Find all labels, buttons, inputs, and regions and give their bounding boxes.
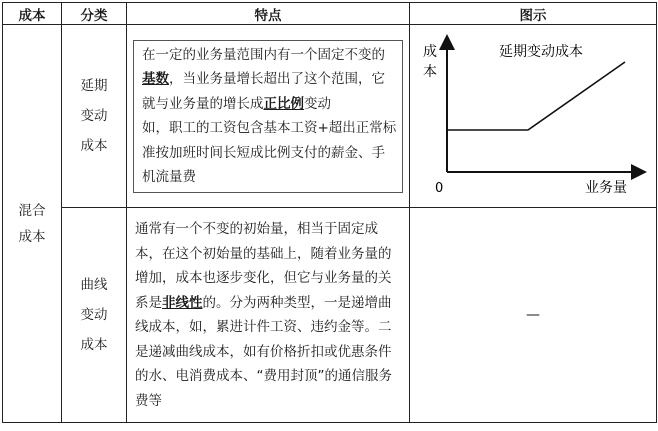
delayed-text-c: 变动 [304, 95, 331, 112]
curve-text-b: 的。分为两种类型，一是递增曲线成本，如，累进计件工资、违约金等。二是递减曲线成本，如有价格折扣或优惠条件的水、电消费成本、“费用封顶”的通信服务费等 [135, 294, 392, 409]
table-row [3, 208, 657, 423]
curve-category-cell [62, 208, 127, 423]
delayed-text-a: 在一定的业务量范围内有一个固定不变的 [142, 46, 385, 63]
table-row [3, 25, 657, 208]
chart-svg [415, 32, 651, 200]
delayed-text-b: ，当业务量增长超出了这个范围，它就与业务量的增长成 [142, 71, 385, 112]
y-axis-label-1: 成 [423, 44, 437, 60]
curve-text-bold-nonlinear: 非线性 [162, 294, 203, 311]
header-cost: 成本 [3, 3, 62, 25]
delayed-cost-line [447, 62, 625, 130]
header-row [3, 3, 657, 25]
delayed-feature-text2: 如，职工的工资包含基本工资+超出正常标准按加班时间长短成比例支付的薪金、手机流量费 [142, 120, 397, 185]
header-category: 分类 [62, 3, 127, 25]
origin-label: 0 [435, 181, 444, 196]
mixed-cost-label: 混合成本 [18, 202, 46, 245]
x-axis-label: 业务量 [585, 180, 627, 196]
y-axis-label-2: 本 [423, 64, 437, 80]
delayed-feature-cell [127, 25, 410, 208]
delayed-text-bold-base: 基数 [142, 71, 169, 87]
cost-table [2, 2, 657, 423]
delayed-category-label: 延期变动成本 [80, 78, 108, 154]
curve-category-label: 曲线变动成本 [80, 277, 108, 353]
delayed-category-cell [62, 25, 127, 208]
header-figure: 图示 [410, 3, 657, 25]
delayed-cost-chart [415, 32, 651, 200]
delayed-figure-cell [410, 25, 657, 208]
delayed-feature-text1 [142, 43, 398, 117]
curve-feature-text [135, 217, 403, 413]
series-label: 延期变动成本 [499, 44, 583, 60]
header-feature: 特点 [127, 3, 410, 25]
curve-text-a: 通常有一个不变的初始量，相当于固定成本，在这个初始量的基础上，随着业务量的增加，成本也逐步变化，但它与业务量的关系是 [135, 221, 392, 311]
curve-figure-cell: — [410, 208, 657, 423]
mixed-cost-cell [3, 25, 62, 423]
delayed-feature-box [133, 40, 403, 193]
delayed-text-bold-proportion: 正比例 [263, 95, 304, 112]
curve-feature-cell [127, 208, 410, 423]
